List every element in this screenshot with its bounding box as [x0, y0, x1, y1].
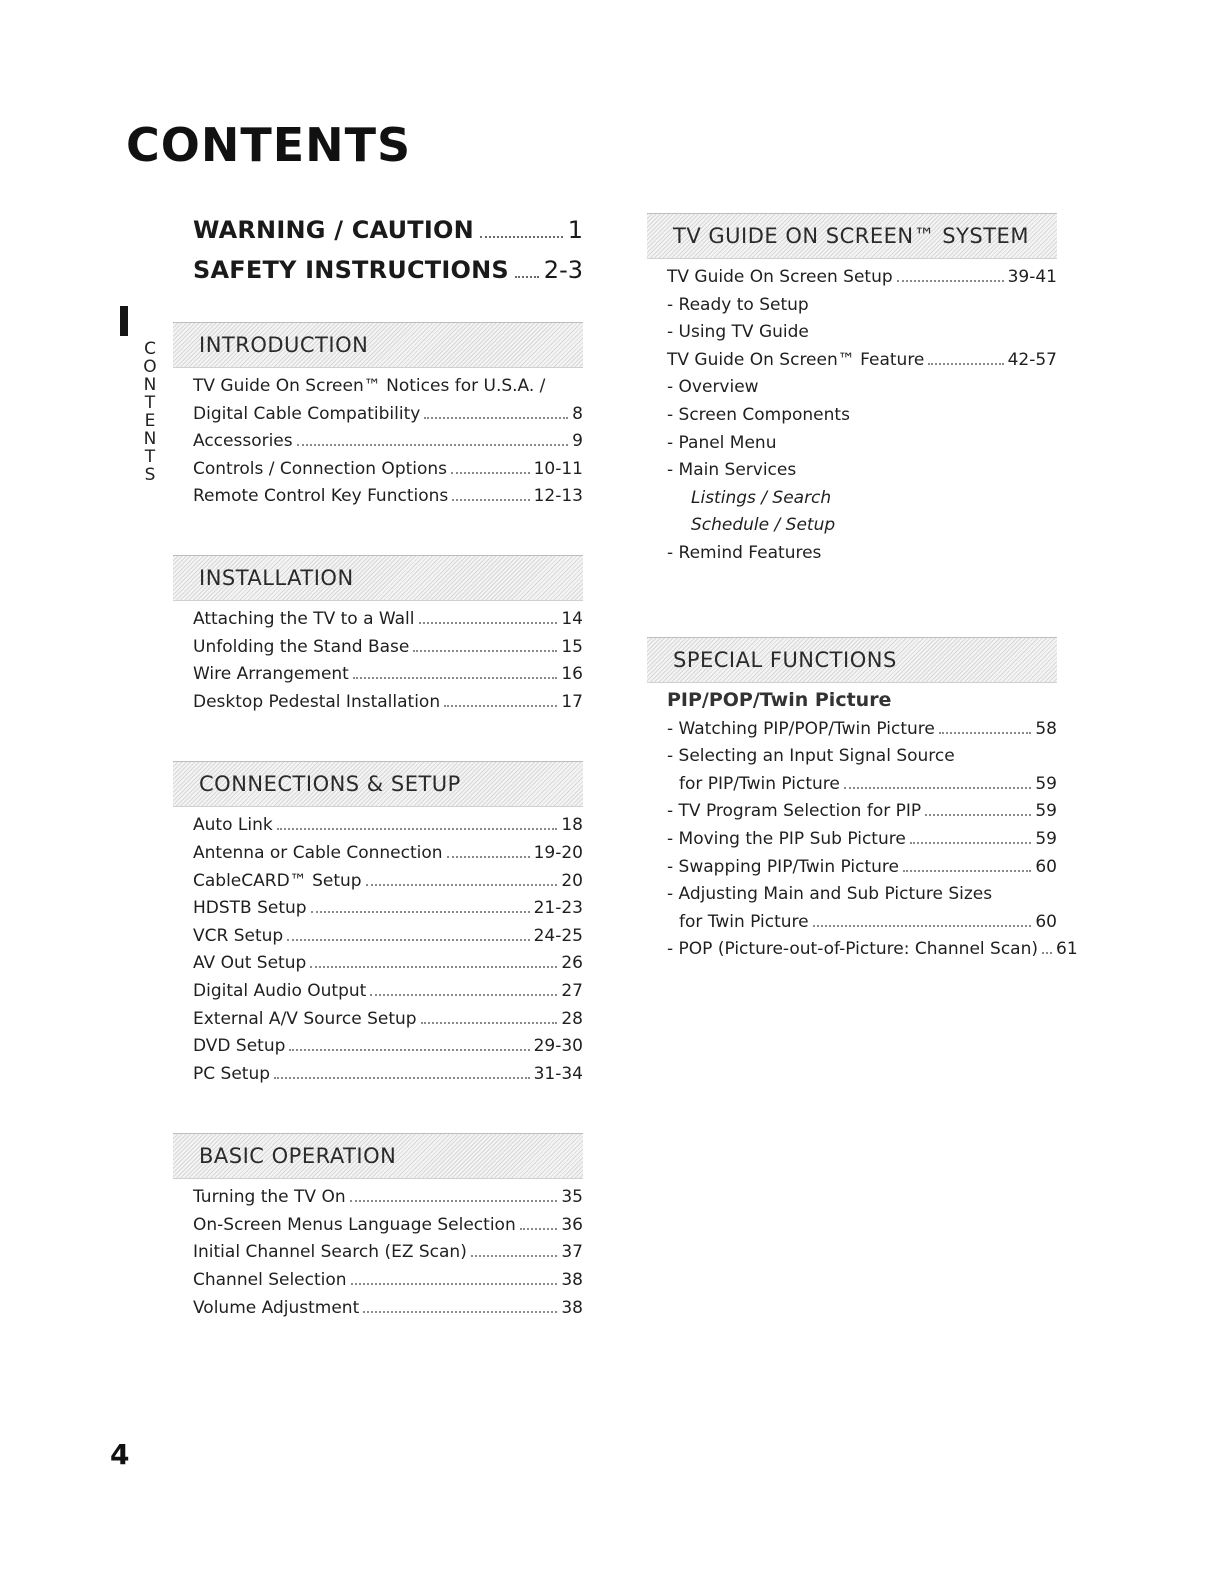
toc-entry[interactable]	[667, 774, 1057, 802]
dot-leader	[297, 444, 569, 446]
dot-leader	[451, 472, 530, 474]
entry-page: 29-30	[533, 1036, 583, 1057]
dot-leader	[939, 732, 1032, 734]
entry-label: WARNING / CAUTION	[193, 216, 474, 244]
dot-leader	[447, 856, 530, 858]
toc-subentry[interactable]: - Using TV Guide	[667, 322, 809, 343]
toc-entry[interactable]	[193, 692, 583, 720]
toc-entry[interactable]: TV Guide On Screen™ Notices for U.S.A. /	[193, 376, 546, 396]
dot-leader	[813, 925, 1032, 927]
entry-label: Auto Link	[193, 815, 273, 836]
entry-label: DVD Setup	[193, 1036, 286, 1057]
dot-leader	[925, 814, 1031, 816]
entry-label: Unfolding the Stand Base	[193, 636, 410, 657]
dot-leader	[928, 363, 1003, 365]
entry-label: Digital Audio Output	[193, 980, 367, 1001]
entry-page: 58	[1035, 718, 1057, 739]
dot-leader	[1042, 952, 1052, 954]
dot-leader	[370, 994, 557, 996]
entry-page: 59	[1035, 801, 1057, 822]
entry-page: 10-11	[533, 458, 583, 479]
dot-leader	[311, 911, 530, 913]
dot-leader	[480, 236, 563, 238]
entry-page: 18	[561, 815, 583, 836]
dot-leader	[366, 884, 558, 886]
toc-entry[interactable]	[667, 719, 1057, 747]
toc-subentry[interactable]: - Main Services	[667, 460, 797, 481]
entry-page: 14	[561, 608, 583, 629]
entry-label: Controls / Connection Options	[193, 458, 448, 479]
entry-label: Channel Selection	[193, 1270, 347, 1291]
dot-leader	[419, 622, 558, 624]
right-column	[667, 213, 1078, 967]
entry-page: 16	[561, 664, 583, 685]
entry-page: 38	[561, 1270, 583, 1291]
toc-entry[interactable]	[667, 939, 1078, 967]
dot-leader	[310, 966, 557, 968]
entry-page: 37	[561, 1242, 583, 1263]
entry-page: 60	[1035, 856, 1057, 877]
toc-subentry[interactable]: - Selecting an Input Signal Source	[667, 746, 955, 767]
entry-page: 31-34	[533, 1063, 583, 1084]
toc-subentry[interactable]: - Panel Menu	[667, 432, 777, 453]
entry-label: Remote Control Key Functions	[193, 486, 449, 507]
side-tab-label	[140, 340, 160, 484]
toc-entry[interactable]	[193, 664, 583, 692]
sub-heading: PIP/POP/Twin Picture	[667, 688, 892, 711]
toc-entry[interactable]	[193, 1009, 583, 1037]
entry-page: 35	[561, 1187, 583, 1208]
dot-leader	[353, 677, 558, 679]
entry-label: - Watching PIP/POP/Twin Picture	[667, 718, 935, 739]
dot-leader	[421, 1022, 558, 1024]
toc-entry[interactable]	[193, 1064, 583, 1092]
left-column	[193, 216, 583, 1325]
entry-label: On-Screen Menus Language Selection	[193, 1214, 516, 1235]
entry-page: 28	[561, 1008, 583, 1029]
entry-label: for PIP/Twin Picture	[679, 773, 840, 794]
section-header-introduction	[173, 322, 583, 368]
toc-entry[interactable]	[193, 404, 583, 432]
entry-label: - Moving the PIP Sub Picture	[667, 828, 906, 849]
entry-label: - Swapping PIP/Twin Picture	[667, 856, 900, 877]
toc-entry[interactable]	[193, 871, 583, 899]
entry-page: 15	[561, 636, 583, 657]
section-header-basic-operation	[173, 1133, 583, 1179]
toc-entry[interactable]	[667, 267, 1057, 295]
toc-subentry-italic[interactable]: Schedule / Setup	[691, 515, 836, 536]
toc-subentry[interactable]: - Overview	[667, 377, 759, 398]
dot-leader	[277, 828, 558, 830]
toc-entry[interactable]	[667, 912, 1057, 940]
dot-leader	[287, 939, 529, 941]
section-header-installation	[173, 555, 583, 601]
toc-subentry[interactable]: - Adjusting Main and Sub Picture Sizes	[667, 884, 993, 905]
dot-leader	[351, 1283, 558, 1285]
toc-entry[interactable]	[193, 981, 583, 1009]
toc-subentry[interactable]: - Screen Components	[667, 404, 850, 425]
entry-label: Desktop Pedestal Installation	[193, 691, 441, 712]
dot-leader	[452, 499, 529, 501]
toc-entry[interactable]	[193, 637, 583, 665]
entry-page: 42-57	[1007, 349, 1057, 370]
entry-label: Accessories	[193, 431, 293, 452]
entry-label: - POP (Picture-out-of-Picture: Channel Scan)	[667, 939, 1039, 960]
toc-entry[interactable]	[667, 350, 1057, 378]
toc-entry[interactable]	[193, 1036, 583, 1064]
toc-entry[interactable]	[193, 843, 583, 871]
page-title: CONTENTS	[126, 118, 412, 172]
dot-leader	[289, 1049, 529, 1051]
toc-entry[interactable]	[193, 486, 583, 514]
entry-label: Digital Cable Compatibility	[193, 403, 421, 424]
entry-label: Initial Channel Search (EZ Scan)	[193, 1242, 467, 1263]
entry-label: External A/V Source Setup	[193, 1008, 417, 1029]
entry-page: 8	[572, 403, 583, 424]
entry-page: 61	[1056, 939, 1078, 960]
section-title: TV GUIDE ON SCREEN™ SYSTEM	[673, 224, 1029, 248]
entry-label: Attaching the TV to a Wall	[193, 608, 415, 629]
entry-label: Turning the TV On	[193, 1187, 346, 1208]
entry-page: 17	[561, 691, 583, 712]
entry-page: 39-41	[1007, 267, 1057, 287]
toc-entry[interactable]	[193, 1270, 583, 1298]
dot-leader	[471, 1255, 558, 1257]
side-letter: N	[143, 429, 157, 449]
side-letter: C	[144, 339, 156, 359]
entry-page: 59	[1035, 828, 1057, 849]
section-title: BASIC OPERATION	[199, 1144, 397, 1169]
entry-label: - TV Program Selection for PIP	[667, 801, 922, 822]
side-letter: N	[143, 375, 157, 395]
toc-entry[interactable]	[193, 898, 583, 926]
entry-page: 27	[561, 980, 583, 1001]
toc-entry[interactable]	[193, 815, 583, 843]
dot-leader	[515, 276, 539, 278]
section-header-tv-guide	[647, 213, 1057, 259]
entry-label: AV Out Setup	[193, 953, 307, 974]
entry-label: TV Guide On Screen Setup	[667, 267, 893, 287]
toc-entry[interactable]	[193, 609, 583, 637]
side-letter: E	[144, 411, 156, 431]
entry-page: 2-3	[543, 256, 583, 284]
toc-entry[interactable]	[193, 926, 583, 954]
dot-leader	[520, 1228, 558, 1230]
section-title: INSTALLATION	[199, 565, 354, 590]
dot-leader	[363, 1311, 557, 1313]
section-title: SPECIAL FUNCTIONS	[673, 647, 897, 672]
toc-entry[interactable]	[193, 1298, 583, 1326]
entry-label: Antenna or Cable Connection	[193, 842, 443, 863]
entry-page: 59	[1035, 773, 1057, 794]
toc-entry[interactable]	[193, 1187, 583, 1215]
section-title: CONNECTIONS & SETUP	[199, 772, 461, 797]
side-letter: T	[144, 393, 156, 413]
entry-page: 20	[561, 870, 583, 891]
entry-page: 12-13	[533, 486, 583, 507]
toc-entry[interactable]	[193, 459, 583, 487]
dot-leader	[424, 417, 568, 419]
side-letter: O	[143, 357, 157, 377]
entry-page: 38	[561, 1297, 583, 1318]
section-header-special-functions	[647, 637, 1057, 683]
toc-subentry[interactable]: - Remind Features	[667, 542, 822, 563]
entry-page: 9	[572, 431, 583, 452]
side-letter: T	[144, 447, 156, 467]
entry-label: Wire Arrangement	[193, 664, 349, 685]
dot-leader	[897, 280, 1004, 282]
entry-page: 36	[561, 1214, 583, 1235]
entry-page: 24-25	[533, 925, 583, 946]
entry-page: 19-20	[533, 842, 583, 863]
toc-entry[interactable]	[667, 801, 1057, 829]
dot-leader	[910, 842, 1032, 844]
toc-entry[interactable]	[193, 431, 583, 459]
entry-label: HDSTB Setup	[193, 898, 307, 919]
side-letter: S	[144, 465, 156, 485]
entry-label: for Twin Picture	[679, 911, 809, 932]
page-number: 4	[110, 1438, 130, 1471]
entry-label: Volume Adjustment	[193, 1297, 360, 1318]
toc-subentry[interactable]: - Ready to Setup	[667, 294, 809, 315]
dot-leader	[903, 870, 1031, 872]
toc-entry[interactable]	[193, 1215, 583, 1243]
entry-label: SAFETY INSTRUCTIONS	[193, 256, 509, 284]
toc-entry[interactable]	[667, 857, 1057, 885]
entry-page: 1	[567, 216, 583, 244]
entry-page: 26	[561, 953, 583, 974]
toc-main-entry[interactable]	[193, 216, 583, 256]
entry-label: VCR Setup	[193, 925, 284, 946]
dot-leader	[844, 787, 1031, 789]
toc-entry[interactable]	[193, 953, 583, 981]
dot-leader	[274, 1077, 530, 1079]
entry-page: 60	[1035, 911, 1057, 932]
entry-label: CableCARD™ Setup	[193, 870, 362, 891]
section-header-connections-setup	[173, 761, 583, 807]
dot-leader	[444, 705, 557, 707]
entry-label: PC Setup	[193, 1063, 271, 1084]
toc-entry[interactable]	[667, 829, 1057, 857]
section-title: INTRODUCTION	[199, 333, 369, 357]
side-tab-bar	[120, 306, 128, 336]
toc-entry[interactable]	[193, 1242, 583, 1270]
dot-leader	[413, 650, 557, 652]
entry-page: 21-23	[533, 898, 583, 919]
toc-subentry-italic[interactable]: Listings / Search	[691, 487, 832, 508]
entry-label: TV Guide On Screen™ Feature	[667, 349, 925, 370]
dot-leader	[350, 1200, 558, 1202]
toc-main-entry[interactable]	[193, 256, 583, 296]
